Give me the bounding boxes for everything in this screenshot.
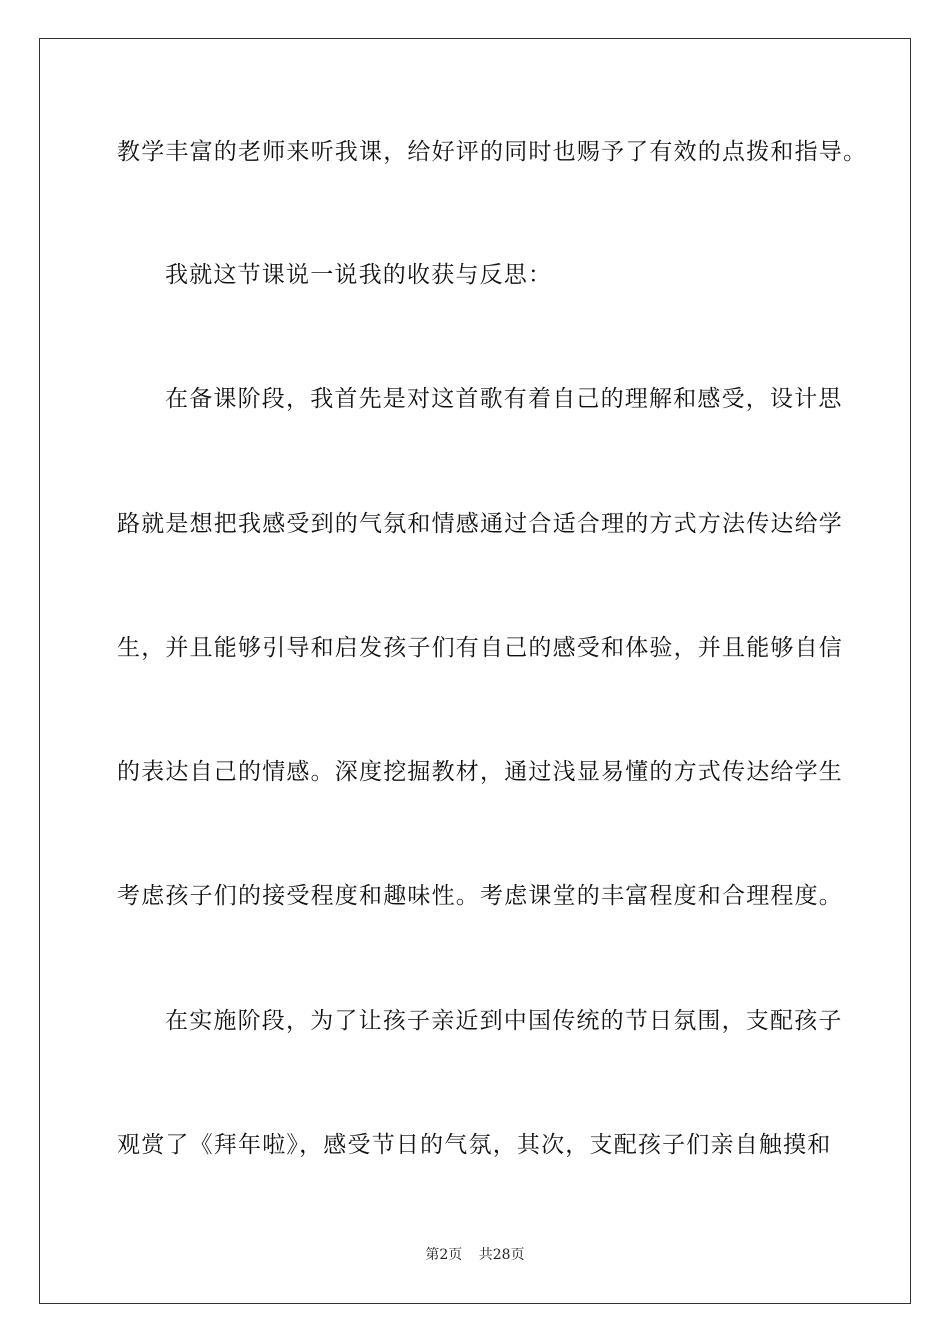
page-footer: [0, 1246, 950, 1264]
body-text-line: 观赏了《拜年啦》，感受节日的气氛，其次，支配孩子们亲自触摸和: [117, 1132, 832, 1158]
body-text-line: 的表达自己的情感。深度挖掘教材，通过浅显易懂的方式传达给学生: [117, 759, 843, 785]
body-text-line: 考虑孩子们的接受程度和趣味性。考虑课堂的丰富程度和合理程度。: [117, 883, 843, 909]
page-frame: [39, 38, 911, 1304]
body-text-line: 路就是想把我感受到的气氛和情感通过合适合理的方式方法传达给学: [117, 511, 843, 537]
body-text-line: 生，并且能够引导和启发孩子们有自己的感受和体验，并且能够自信: [117, 635, 843, 661]
body-text-line: 在实施阶段，为了让孩子亲近到中国传统的节日氛围，支配孩子: [165, 1008, 843, 1034]
body-text-line: 在备课阶段，我首先是对这首歌有着自己的理解和感受，设计思: [165, 386, 843, 412]
page-total: 共28页: [478, 1247, 525, 1263]
body-text-line: 我就这节课说一说我的收获与反思：: [165, 262, 553, 288]
page-number: 第2页: [425, 1247, 463, 1263]
body-text-line: 教学丰富的老师来听我课，给好评的同时也赐予了有效的点拨和指导。: [117, 139, 868, 165]
